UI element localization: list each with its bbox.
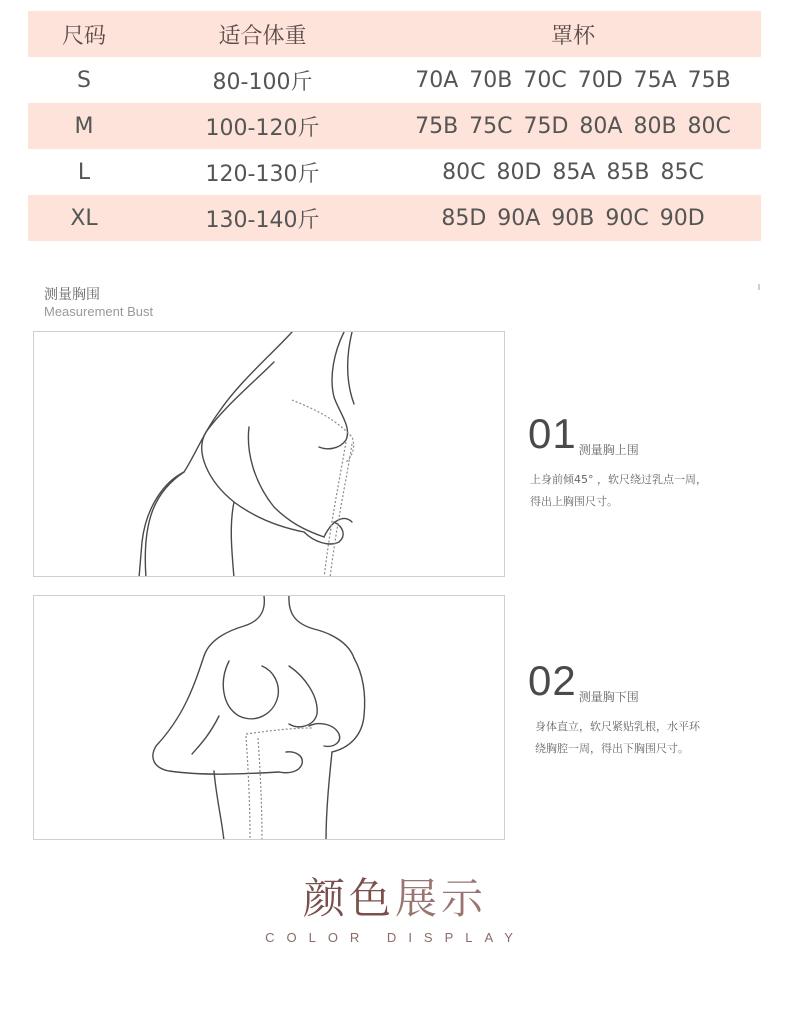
edge-marker	[758, 284, 760, 290]
table-row	[28, 195, 761, 241]
step-number: 01	[528, 410, 577, 457]
color-title-part2: 展示	[395, 874, 488, 923]
under-bust-figure-icon	[34, 596, 505, 840]
header-weight: 适合体重	[218, 23, 307, 49]
step-number: 02	[528, 657, 577, 704]
step-desc-line: 上身前倾45° ，软尺绕过乳点一周，	[530, 473, 707, 486]
step-desc-line: 绕胸腔一周，得出下胸围尺寸。	[535, 742, 689, 755]
cell-weight: 100-120斤	[205, 115, 320, 141]
measure-section-title: 测量胸围	[44, 287, 100, 303]
cell-size: M	[74, 113, 94, 139]
cell-size: L	[77, 159, 91, 185]
step-title: 测量胸上围	[578, 443, 639, 457]
color-title-part1: 颜色	[302, 874, 395, 923]
color-display-subtitle: COLOR DISPLAY	[265, 930, 525, 945]
cell-cups: 85D 90A 90B 90C 90D	[441, 205, 705, 231]
upper-bust-illustration	[33, 331, 505, 577]
table-row	[28, 103, 761, 149]
step-title: 测量胸下围	[578, 690, 639, 704]
cell-cups: 70A 70B 70C 70D 75A 75B	[415, 67, 731, 93]
cell-size: S	[77, 67, 91, 93]
cell-size: XL	[70, 205, 98, 231]
cell-weight: 80-100斤	[212, 69, 313, 95]
under-bust-illustration	[33, 595, 505, 840]
table-row	[28, 57, 761, 103]
cell-weight: 120-130斤	[205, 161, 320, 187]
upper-bust-figure-icon	[34, 332, 505, 577]
size-table	[28, 11, 761, 241]
cell-cups: 80C 80D 85A 85B 85C	[442, 159, 704, 185]
table-header-row	[28, 11, 761, 57]
header-cup: 罩杯	[550, 23, 595, 49]
cell-cups: 75B 75C 75D 80A 80B 80C	[415, 113, 731, 139]
step-02-description	[535, 716, 745, 760]
step-desc-line: 身体直立，软尺紧贴乳根，水平环	[535, 720, 700, 733]
step-02-heading	[528, 657, 639, 705]
header-size: 尺码	[61, 23, 106, 49]
step-01-heading	[528, 410, 639, 458]
step-01-description	[530, 469, 740, 513]
step-desc-line: 得出上胸围尺寸。	[530, 495, 618, 508]
cell-weight: 130-140斤	[205, 207, 320, 233]
measure-section-subtitle: Measurement Bust	[44, 304, 154, 319]
color-display-title	[0, 866, 790, 926]
table-row	[28, 149, 761, 195]
